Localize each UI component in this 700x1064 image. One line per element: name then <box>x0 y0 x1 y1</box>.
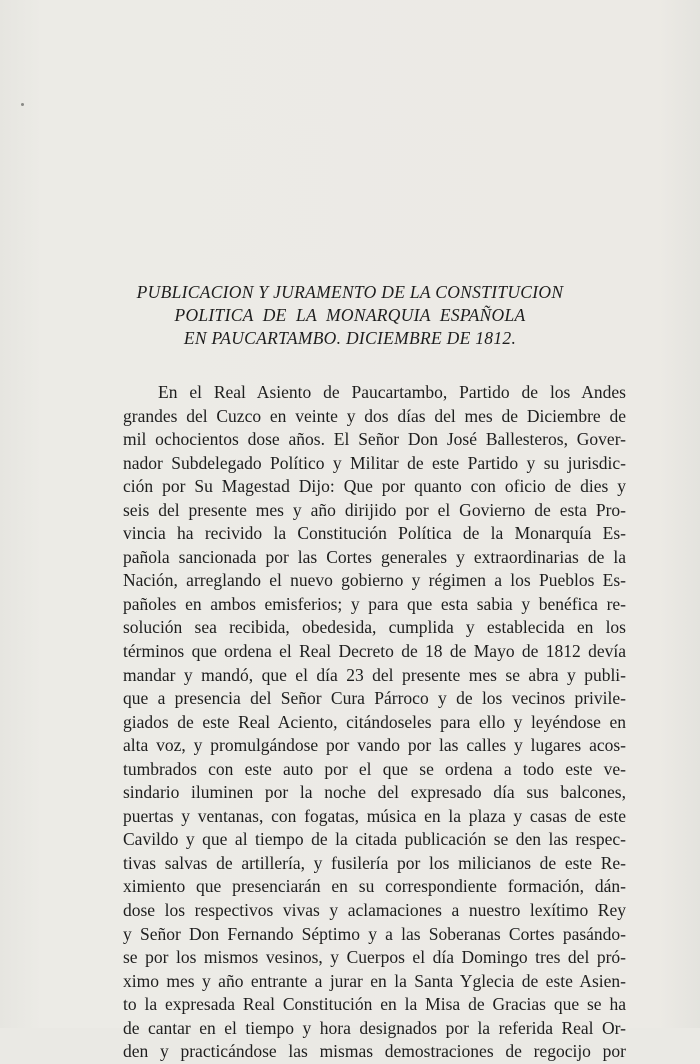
body-line: solución sea recibida, obedesida, cumplida y establecida en los <box>123 617 626 638</box>
body-line: se por los mismos vesinos, y Cuerpos el día Domingo tres del pró- <box>123 947 626 968</box>
body-line: que a presencia del Señor Cura Párroco y de los vecinos privile- <box>123 688 626 709</box>
document-body <box>123 381 626 1064</box>
heading-line: PUBLICACION Y JURAMENTO DE LA CONSTITUCION <box>136 282 564 302</box>
body-line: mil ochocientos dose años. El Señor Don José Ballesteros, Gover- <box>123 429 626 450</box>
body-line: seis del presente mes y año dirijido por el Govierno de esta Pro- <box>123 499 626 520</box>
body-line: tumbrados con este auto por el que se ordena a todo este ve- <box>123 758 626 779</box>
heading-line: EN PAUCARTAMBO. DICIEMBRE DE 1812. <box>183 328 517 348</box>
body-line: y Señor Don Fernando Séptimo y a las Soberanas Cortes pasándo- <box>123 923 626 944</box>
body-line: den y practicándose las mismas demostraciones de regocijo por <box>123 1041 626 1062</box>
body-line: giados de este Real Aciento, citándoseles para ello y leyéndose en <box>123 711 626 732</box>
body-line: de cantar en el tiempo y hora designados por la referida Real Or- <box>123 1017 626 1038</box>
body-line: ción por Su Magestad Dijo: Que por quanto con oficio de dies y <box>123 476 626 497</box>
body-line: sindario iluminen por la noche del expresado día sus balcones, <box>123 782 626 803</box>
body-line: dose los respectivos vivas y aclamaciones a nuestro lexítimo Rey <box>123 900 626 921</box>
body-line: alta voz, y promulgándose por vando por las calles y lugares acos- <box>123 735 626 756</box>
body-line: pañoles en ambos emisferios; y para que esta sabia y benéfica re- <box>123 593 626 614</box>
body-line: nador Subdelegado Político y Militar de este Partido y su jurisdic- <box>123 452 626 473</box>
document-heading <box>0 281 700 350</box>
body-line: términos que ordena el Real Decreto de 18 de Mayo de 1812 devía <box>123 641 626 662</box>
paper-speck <box>21 103 24 106</box>
body-line: Cavildo y que al tiempo de la citada publicación se den las respec- <box>123 829 626 850</box>
body-line: tivas salvas de artillería, y fusilería por los milicianos de este Re- <box>123 852 626 873</box>
body-line: ximiento que presenciarán en su correspondiente formación, dán- <box>123 876 626 897</box>
body-line: vincia ha recivido la Constitución Política de la Monarquía Es- <box>123 523 626 544</box>
body-line: En el Real Asiento de Paucartambo, Partido de los Andes <box>158 382 626 402</box>
body-line: puertas y ventanas, con fogatas, música en la plaza y casas de este <box>123 805 626 826</box>
body-line: to la expresada Real Constitución en la Misa de Gracias que se ha <box>123 994 626 1015</box>
heading-line: POLITICA DE LA MONARQUIA ESPAÑOLA <box>174 305 526 325</box>
body-line: grandes del Cuzco en veinte y dos días del mes de Diciembre de <box>123 405 626 426</box>
body-line: Nación, arreglando el nuevo gobierno y régimen a los Pueblos Es- <box>123 570 626 591</box>
body-line: mandar y mandó, que el día 23 del presente mes se abra y publi- <box>123 664 626 685</box>
body-line: ximo mes y año entrante a jurar en la Santa Yglecia de este Asien- <box>123 970 626 991</box>
body-line: pañola sancionada por las Cortes generales y extraordinarias de la <box>123 546 626 567</box>
